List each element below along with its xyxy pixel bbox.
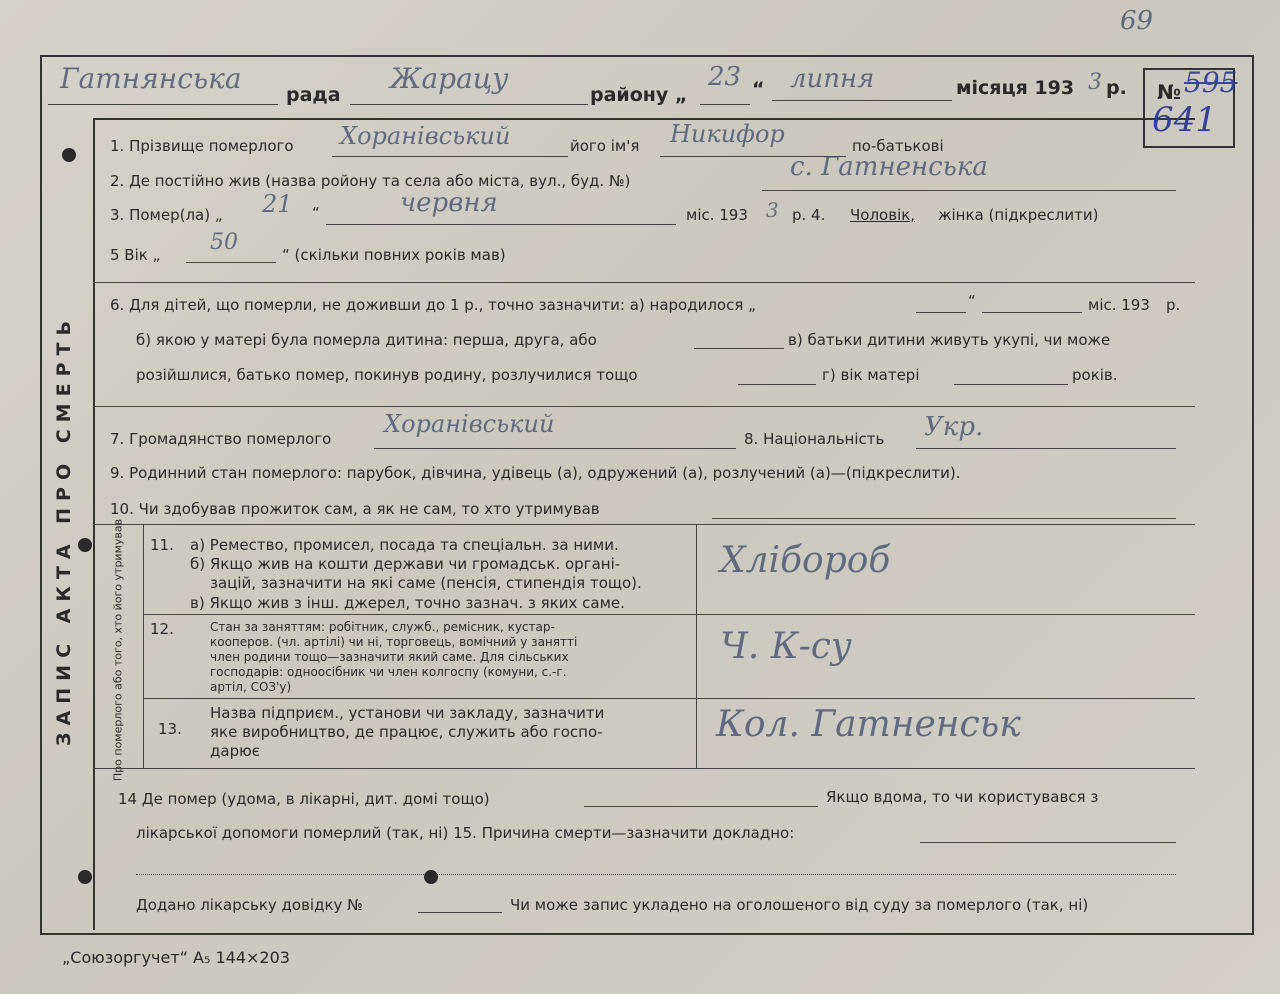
field-3-quote: “ bbox=[312, 204, 320, 222]
year-digit: 3 bbox=[1088, 70, 1102, 95]
field-11-b2: зацій, зазначити на які саме (пенсія, стипендія тощо). bbox=[210, 574, 642, 592]
field-5-value: 50 bbox=[210, 230, 238, 255]
field-1-patronymic-label: по-батькові bbox=[852, 137, 944, 155]
field-10-label: 10. Чи здобував прожиток сам, а як не сам, то хто утримував bbox=[110, 500, 600, 518]
field-6-line-1-mis: міс. 193 bbox=[1088, 296, 1150, 314]
field-3-year-suffix: р. 4. bbox=[792, 206, 826, 224]
field-12-line-3: член родини тощо—зазначити який саме. Для сільських bbox=[210, 650, 569, 664]
field-12-line-5: артіл, СОЗ'у) bbox=[210, 680, 292, 694]
field-5-rest: “ (скільки повних років мав) bbox=[282, 246, 506, 264]
field-5-label: 5 Вік „ bbox=[110, 246, 161, 264]
field-6-line-2: б) якою у матері була померла дитина: перша, друга, або bbox=[136, 331, 597, 349]
number-label: № bbox=[1157, 80, 1182, 104]
month-label: місяця 193 bbox=[956, 77, 1075, 99]
field-6-line-1: 6. Для дітей, що померли, не доживши до 1 р., точно зазначити: а) народилося „ bbox=[110, 296, 756, 314]
field-11-c: в) Якщо жив з інш. джерел, точно зазнач. з яких саме. bbox=[190, 594, 625, 612]
field-1-name: Никифор bbox=[670, 120, 785, 148]
punch-hole-middle bbox=[78, 538, 92, 552]
field-2-label: 2. Де постійно жив (назва ройону та села або міста, вул., буд. №) bbox=[110, 172, 631, 190]
field-12-line-4: господарів: одноосібник чи член колгоспу (комуни, с.-г. bbox=[210, 665, 567, 679]
field-4-rest: жінка (підкреслити) bbox=[938, 206, 1099, 224]
field-11-b1: б) Якщо жив на кошти держави чи громадськ. органі- bbox=[190, 555, 621, 573]
field-6-line-3: розійшлися, батько помер, покинув родину, розлучилися тощо bbox=[136, 366, 638, 384]
field-13-num: 13. bbox=[158, 720, 182, 738]
field-11-value: Хлібороб bbox=[720, 540, 891, 581]
field-3-month: червня bbox=[400, 188, 498, 218]
field-13-value: Кол. Гатненськ bbox=[716, 704, 1021, 745]
field-3-year-label: міс. 193 bbox=[686, 206, 748, 224]
footer-line-right: Чи може запис укладено на оголошеного від суду за померлого (так, ні) bbox=[510, 896, 1089, 914]
punch-hole-top bbox=[62, 148, 76, 162]
field-12-value: Ч. К-су bbox=[720, 626, 852, 667]
occupation-side-note: Про померлого або того, хто його утримував bbox=[111, 518, 125, 782]
field-7-value: Хоранівський bbox=[384, 410, 555, 438]
field-13-line-1: Назва підприєм., установи чи закладу, зазначити bbox=[210, 704, 605, 722]
field-11-a: а) Ремество, промисел, посада та спеціальн. за ними. bbox=[190, 536, 619, 554]
field-12-line-1: Стан за заняттям: робітник, служб., ремісник, кустар- bbox=[210, 620, 555, 634]
day-value: 23 bbox=[708, 62, 742, 92]
field-14-line-1: 14 Де помер (удома, в лікарні, дит. домі тощо) bbox=[118, 790, 490, 808]
month-value: липня bbox=[790, 64, 875, 94]
day-quote: “ bbox=[752, 78, 765, 100]
field-6-line-1-quote: “ bbox=[968, 292, 976, 310]
printer-imprint: „Союзоргучет“ А₅ 144×203 bbox=[62, 948, 290, 967]
field-3-year: 3 bbox=[766, 198, 779, 222]
year-suffix: р. bbox=[1106, 77, 1127, 99]
footer-line-left: Додано лікарську довідку № bbox=[136, 896, 363, 914]
sidebar-title: ЗАПИС АКТА ПРО СМЕРТЬ bbox=[53, 314, 75, 746]
field-14-line-1-end: Якщо вдома, то чи користувався з bbox=[826, 788, 1099, 806]
field-6-line-2-end: в) батьки дитини живуть укупі, чи може bbox=[788, 331, 1111, 349]
field-13-line-2: яке виробництво, де працює, служить або госпо- bbox=[210, 723, 603, 741]
field-14-line-2: лікарської допомоги померлий (так, ні) 15. Причина смерти—зазначити докладно: bbox=[136, 824, 795, 842]
field-6-line-3-mid: г) вік матері bbox=[822, 366, 920, 384]
field-4-male: Чоловік, bbox=[850, 206, 916, 224]
field-11-num: 11. bbox=[150, 536, 174, 554]
field-12-num: 12. bbox=[150, 620, 174, 638]
punch-hole-bottom bbox=[78, 870, 92, 884]
field-12-line-2: кооперов. (чл. артілі) чи ні, торговець, вомічний у занятті bbox=[210, 635, 578, 649]
number-value: 641 bbox=[1152, 100, 1217, 140]
punch-hole-inner bbox=[424, 870, 438, 884]
field-13-line-3: дарює bbox=[210, 742, 260, 760]
field-6-line-1-r: р. bbox=[1166, 296, 1181, 314]
rada-value: Гатнянська bbox=[60, 62, 242, 95]
field-7-label: 7. Громадянство померлого bbox=[110, 430, 332, 448]
corner-number: 69 bbox=[1120, 6, 1154, 36]
field-3-day: 21 bbox=[262, 190, 293, 218]
raion-value: Жарацу bbox=[390, 62, 509, 95]
field-6-line-3-end: років. bbox=[1072, 366, 1118, 384]
field-2-value: с. Гатненська bbox=[790, 152, 988, 182]
raion-label: району „ bbox=[590, 84, 688, 106]
rada-label: рада bbox=[286, 84, 341, 106]
number-crossed: 595 bbox=[1184, 66, 1238, 99]
field-9-label: 9. Родинний стан померлого: парубок, дівчина, удівець (а), одружений (а), розлучений (а)—(підкреслити). bbox=[110, 464, 961, 482]
field-8-value: Укр. bbox=[924, 412, 984, 442]
field-1-surname: Хоранівський bbox=[340, 122, 511, 150]
field-8-label: 8. Національність bbox=[744, 430, 885, 448]
field-1-label: 1. Прізвище померлого bbox=[110, 137, 294, 155]
field-3-label: 3. Помер(ла) „ bbox=[110, 206, 223, 224]
field-1-name-label: його ім'я bbox=[570, 137, 640, 155]
